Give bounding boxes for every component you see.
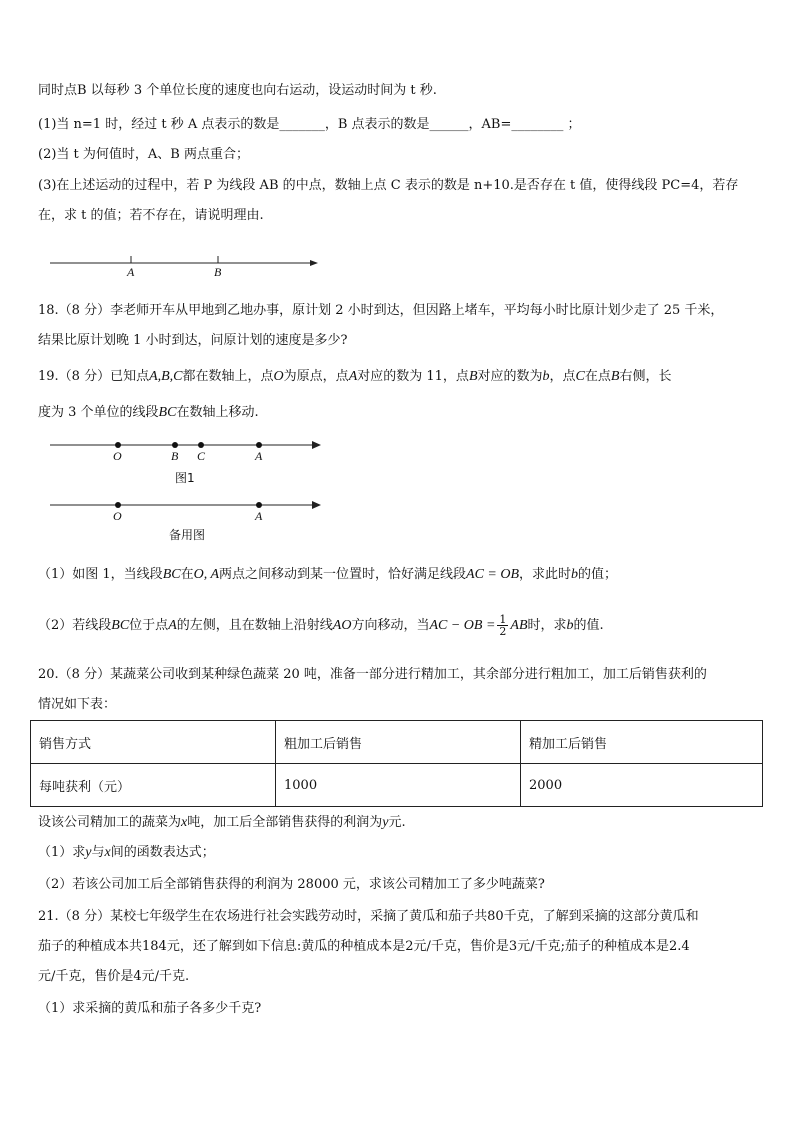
p19-question-1 [38, 566, 617, 584]
p18-line1: 18.（8 分）李老师开车从甲地到乙地办事，原计划 2 小时到达，但因路上堵车，平均每小时比原计划少走了 25 千米， [38, 303, 724, 318]
p21-number: 4 [133, 969, 142, 984]
p20-line1: 20.（8 分）某蔬菜公司收到某种绿色蔬菜 20 吨，准备一部分进行精加工，其余部分进行粗加工，加工后销售获利的 [38, 667, 707, 682]
fig2-label-o: O [113, 509, 122, 523]
p19-text: ，点 [549, 369, 576, 384]
p19-var: b [542, 369, 550, 384]
p19-line2 [38, 404, 259, 422]
p21-number: 184 [142, 939, 167, 954]
p21-number: 3 [508, 939, 518, 954]
p19-var: AB [510, 618, 528, 633]
p19-text: 方向移动，当 [351, 618, 430, 633]
p19-text: 两点之间移动到某一位置时，恰好满足线段 [219, 567, 467, 582]
p21-text: 元/千克，售价是 [38, 969, 134, 984]
p21-text: 元，还了解到如下信息:黄瓜的种植成本是 [166, 939, 406, 954]
p20-var: y [382, 815, 389, 830]
fig1-label-b: B [171, 449, 179, 463]
p17-label-a: A [127, 265, 135, 279]
p19-var: b [571, 567, 579, 582]
fraction-numerator: 1 [499, 613, 507, 626]
p19-var: B [468, 369, 478, 384]
p19-text: 的左侧，且在数轴上沿射线 [176, 618, 333, 633]
p20-line2: 情况如下表： [38, 697, 117, 712]
p19-text: 为原点，点 [283, 369, 349, 384]
p20-text: 元. [388, 815, 406, 830]
p20-text: （1）求 [38, 845, 86, 860]
p19-text: 19.（8 分）已知点 [38, 369, 150, 384]
p19-var: A [348, 369, 358, 384]
p19-var: O, A [193, 567, 220, 582]
fig1-label-a: A [255, 449, 263, 463]
p19-figure-1 [46, 434, 336, 490]
p19-text: 的值； [578, 567, 618, 582]
p19-text: 位于点 [129, 618, 169, 633]
p21-number: 2 [405, 939, 414, 954]
table-header-cell: 粗加工后销售 [276, 721, 521, 764]
p19-equation: AC − OB = [429, 618, 496, 633]
p19-text: 右侧，长 [619, 369, 672, 384]
profit-table [30, 720, 763, 807]
table-header-cell: 精加工后销售 [521, 721, 763, 764]
p20-var: x [181, 815, 188, 830]
p21-text: 元/千克. [141, 969, 190, 984]
p20-after-table [38, 814, 406, 832]
p20-var: x [104, 845, 111, 860]
p19-text: 对应的数为 11，点 [357, 369, 469, 384]
table-cell: 每吨获利（元） [31, 764, 276, 807]
p17-question-1: (1)当 n=1 时，经过 t 秒 A 点表示的数是_______，B 点表示的数是______，AB=________ ； [38, 117, 581, 132]
p18-line2: 结果比原计划晚 1 小时到达，问原计划的速度是多少? [38, 333, 348, 348]
table-row [31, 764, 763, 807]
p20-text: 设该公司精加工的蔬菜为 [38, 815, 182, 830]
p21-number: 80 [487, 909, 504, 924]
fig2-caption: 备用图 [169, 528, 206, 542]
p19-text: ，求此时 [519, 567, 572, 582]
fig1-label-c: C [197, 449, 206, 463]
p19-figure-2 [46, 494, 336, 544]
table-header-cell: 销售方式 [31, 721, 276, 764]
p19-text: （1）如图 1，当线段 [38, 567, 163, 582]
p19-var: b [566, 618, 574, 633]
p19-line1 [38, 368, 671, 386]
p19-equation: AC = OB [466, 567, 520, 582]
p20-text: 间的函数表达式； [110, 845, 215, 860]
p19-text: 的值. [573, 618, 604, 633]
p20-text: 与 [91, 845, 105, 860]
p17-number-line [46, 252, 326, 282]
p21-number: 2.4 [668, 939, 690, 954]
p19-text: （2）若线段 [38, 618, 112, 633]
p19-text: 时，求 [527, 618, 567, 633]
p21-text: 元/千克;茄子的种植成本是 [517, 939, 669, 954]
p19-text: 度为 3 个单位的线段 [38, 405, 159, 420]
p19-question-2 [38, 614, 604, 637]
p20-question-2: （2）若该公司加工后全部销售获得的利润为 28000 元，求该公司精加工了多少吨蔬菜? [38, 877, 545, 892]
p21-text: 元/千克，售价是 [413, 939, 509, 954]
p21-line1 [38, 908, 699, 926]
p20-question-1 [38, 844, 215, 862]
p19-var: A [168, 618, 177, 633]
p21-text: 千克，了解到采摘的这部分黄瓜和 [503, 909, 699, 924]
p21-line2 [38, 938, 690, 956]
p21-question-1: （1）求采摘的黄瓜和茄子各多少千克? [38, 1001, 262, 1016]
p19-var: BC [111, 618, 130, 633]
p19-text: 在数轴上移动. [176, 405, 259, 420]
fig1-caption: 图1 [175, 471, 195, 485]
p19-text: 在点 [584, 369, 611, 384]
table-cell: 2000 [521, 764, 763, 807]
fig2-label-a: A [255, 509, 263, 523]
p19-text: 在 [180, 567, 194, 582]
table-header-row [31, 721, 763, 764]
p17-question-2: (2)当 t 为何值时，A、B 两点重合； [38, 147, 249, 162]
p21-text: 茄子的种植成本共 [38, 939, 143, 954]
p20-text: 吨，加工后全部销售获得的利润为 [187, 815, 383, 830]
p19-text: 都在数轴上，点 [182, 369, 274, 384]
p19-var: BC [162, 567, 181, 582]
fig1-label-o: O [113, 449, 122, 463]
fraction-one-half [497, 614, 508, 637]
p19-var: BC [158, 405, 177, 420]
p20-var: y [85, 845, 92, 860]
p21-line3 [38, 968, 189, 986]
fraction-denominator: 2 [499, 625, 507, 638]
p17-question-3-line1: (3)在上述运动的过程中，若 P 为线段 AB 的中点，数轴上点 C 表示的数是 n+10.是否存在 t 值，使得线段 PC=4，若存 [38, 178, 739, 193]
p17-label-b: B [214, 265, 222, 279]
p19-var: C [575, 369, 585, 384]
table-cell: 1000 [276, 764, 521, 807]
p19-text: 对应的数为 [477, 369, 543, 384]
p19-var: O [273, 369, 284, 384]
p21-text: 21.（8 分）某校七年级学生在农场进行社会实践劳动时，采摘了黄瓜和茄子共 [38, 909, 488, 924]
p19-var: AO [332, 618, 352, 633]
p17-question-3-line2: 在，求 t 的值；若不存在，请说明理由. [38, 208, 264, 223]
p19-var: A,B,C [149, 369, 183, 384]
p17-intro: 同时点B 以每秒 3 个单位长度的速度也向右运动，设运动时间为 t 秒. [38, 83, 437, 98]
p19-var: B [610, 369, 620, 384]
